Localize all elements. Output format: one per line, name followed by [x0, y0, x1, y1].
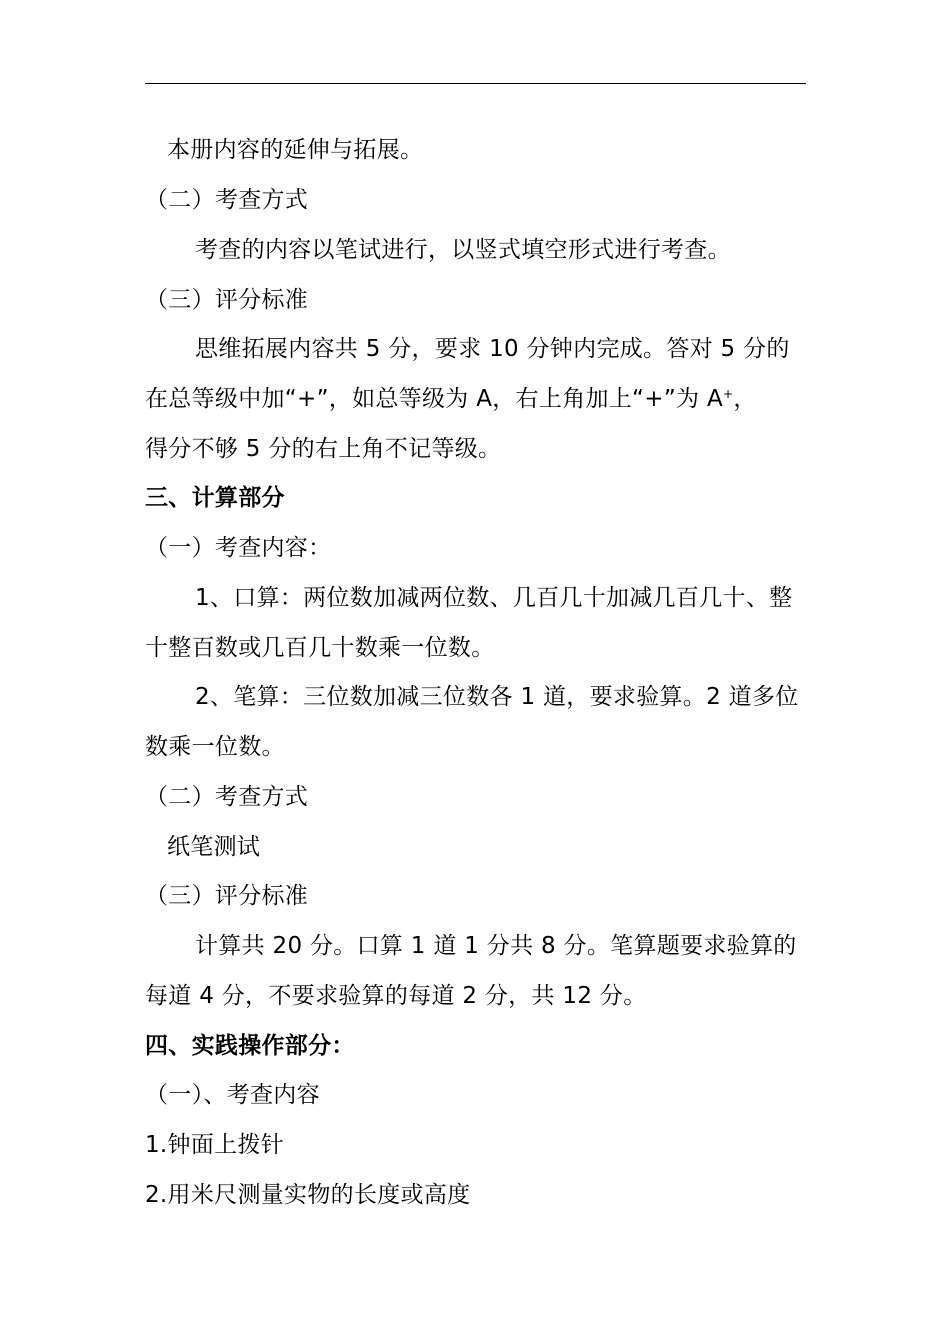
line-tail: ，	[733, 386, 757, 412]
header-rule	[145, 83, 806, 84]
subheading: （三）评分标准	[145, 287, 309, 313]
subheading: （一）考查内容：	[145, 535, 332, 561]
paragraph-line: 思维拓展内容共 5 分，要求 10 分钟内完成。答对 5 分的	[195, 336, 790, 362]
line-text: 在总等级中加“+”，如总等级为 A，右上角加上“+”为 A	[145, 386, 723, 412]
paragraph-line: 十整百数或几百几十数乘一位数。	[145, 635, 495, 661]
paragraph-line: 2、笔算：三位数加减三位数各 1 道，要求验算。2 道多位	[195, 684, 799, 710]
subheading: （二）考查方式	[145, 187, 309, 213]
paragraph-line: 每道 4 分，不要求验算的每道 2 分，共 12 分。	[145, 983, 647, 1009]
subheading: （三）评分标准	[145, 883, 309, 909]
paragraph-line	[145, 384, 810, 414]
subheading: （一）、考查内容	[145, 1082, 320, 1108]
paragraph-line: 本册内容的延伸与拓展。	[167, 137, 424, 163]
paragraph-line: 纸笔测试	[167, 834, 261, 860]
paragraph-line: 得分不够 5 分的右上角不记等级。	[145, 436, 502, 462]
list-item: 1.钟面上拨针	[145, 1132, 285, 1158]
paragraph-line: 考查的内容以笔试进行，以竖式填空形式进行考查。	[195, 237, 731, 263]
paragraph-line: 计算共 20 分。口算 1 道 1 分共 8 分。笔算题要求验算的	[195, 933, 797, 959]
section-heading: 四、实践操作部分：	[145, 1033, 355, 1059]
superscript-plus: +	[723, 387, 734, 401]
subheading: （二）考查方式	[145, 784, 309, 810]
list-item: 2.用米尺测量实物的长度或高度	[145, 1182, 471, 1208]
paragraph-line: 1、口算：两位数加减两位数、几百几十加减几百几十、整	[195, 585, 793, 611]
paragraph-line: 数乘一位数。	[145, 734, 285, 760]
section-heading: 三、计算部分	[145, 485, 285, 511]
